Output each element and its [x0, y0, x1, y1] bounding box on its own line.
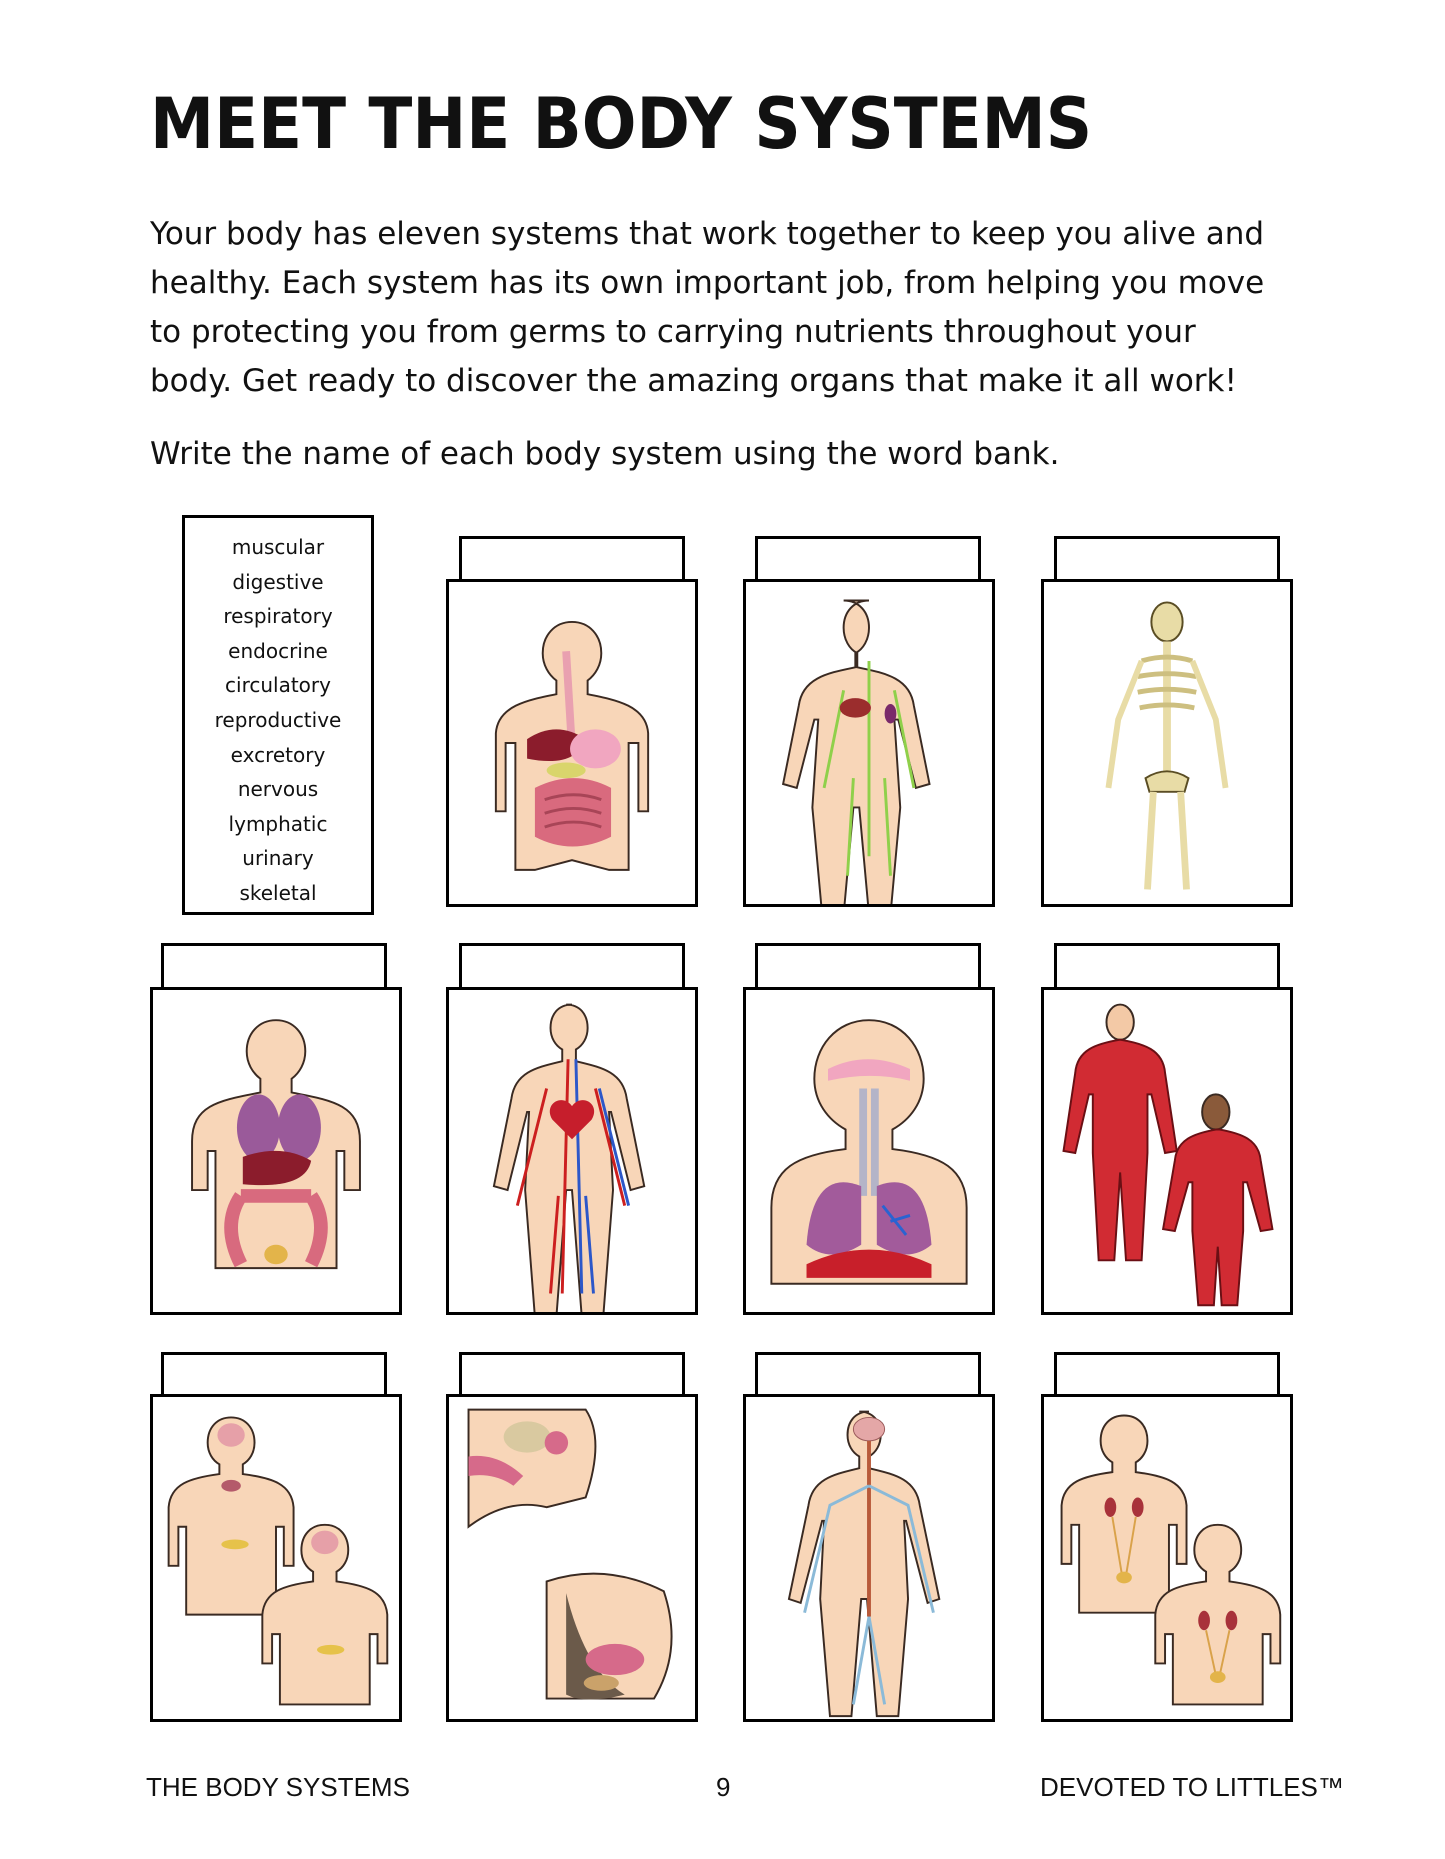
card-endocrine	[150, 1394, 402, 1722]
urinary-system-icon	[1044, 1397, 1290, 1719]
word-bank	[182, 515, 374, 915]
card-nervous	[743, 1394, 995, 1722]
excretory-system-icon	[153, 990, 399, 1312]
word-bank-item: endocrine	[228, 638, 328, 663]
digestive-system-icon	[449, 582, 695, 904]
word-bank-item: excretory	[230, 742, 326, 767]
card-reproductive	[446, 1394, 698, 1722]
word-bank-item: muscular	[231, 535, 325, 559]
page-title: MEET THE BODY SYSTEMS	[150, 83, 1093, 165]
card-skeletal	[1041, 579, 1293, 907]
page-number: 9	[716, 1772, 731, 1802]
word-bank-item: circulatory	[225, 673, 331, 698]
endocrine-system-icon	[153, 1397, 399, 1719]
answer-box-3[interactable]	[1054, 536, 1280, 582]
answer-box-8[interactable]	[161, 1352, 387, 1398]
card-respiratory	[743, 987, 995, 1315]
answer-box-5[interactable]	[459, 943, 685, 989]
answer-box-1[interactable]	[459, 536, 685, 582]
card-muscular	[1041, 987, 1293, 1315]
reproductive-system-icon	[449, 1397, 695, 1719]
answer-box-10[interactable]	[755, 1352, 981, 1398]
word-bank-item: digestive	[232, 569, 324, 594]
word-bank-item: nervous	[237, 777, 319, 802]
answer-box-6[interactable]	[755, 943, 981, 989]
word-bank-item: lymphatic	[228, 811, 328, 836]
circulatory-system-icon	[449, 990, 695, 1312]
answer-box-7[interactable]	[1054, 943, 1280, 989]
card-urinary	[1041, 1394, 1293, 1722]
answer-box-2[interactable]	[755, 536, 981, 582]
intro-paragraph: Your body has eleven systems that work together to keep you alive and healthy. Each system has its own important job, from helping you move to protecting you from germs to carrying nutrients throughout your body. Get ready to discover the amazing organs that make it all work!	[150, 216, 1265, 399]
lymphatic-system-icon	[746, 582, 992, 904]
instructions-text: Write the name of each body system using the word bank.	[150, 436, 1060, 472]
card-circulatory	[446, 987, 698, 1315]
muscular-system-icon	[1044, 990, 1290, 1312]
nervous-system-icon	[746, 1397, 992, 1719]
card-excretory	[150, 987, 402, 1315]
word-bank-item: skeletal	[239, 880, 317, 905]
answer-box-4[interactable]	[161, 943, 387, 989]
footer-left: THE BODY SYSTEMS	[146, 1772, 410, 1802]
card-lymphatic	[743, 579, 995, 907]
skeletal-system-icon	[1044, 582, 1290, 904]
answer-box-11[interactable]	[1054, 1352, 1280, 1398]
card-digestive	[446, 579, 698, 907]
word-bank-item: urinary	[242, 846, 314, 871]
word-bank-item: reproductive	[214, 707, 342, 732]
word-bank-item: respiratory	[223, 604, 333, 629]
respiratory-system-icon	[746, 990, 992, 1312]
footer-right: DEVOTED TO LITTLES™	[1040, 1772, 1344, 1802]
answer-box-9[interactable]	[459, 1352, 685, 1398]
